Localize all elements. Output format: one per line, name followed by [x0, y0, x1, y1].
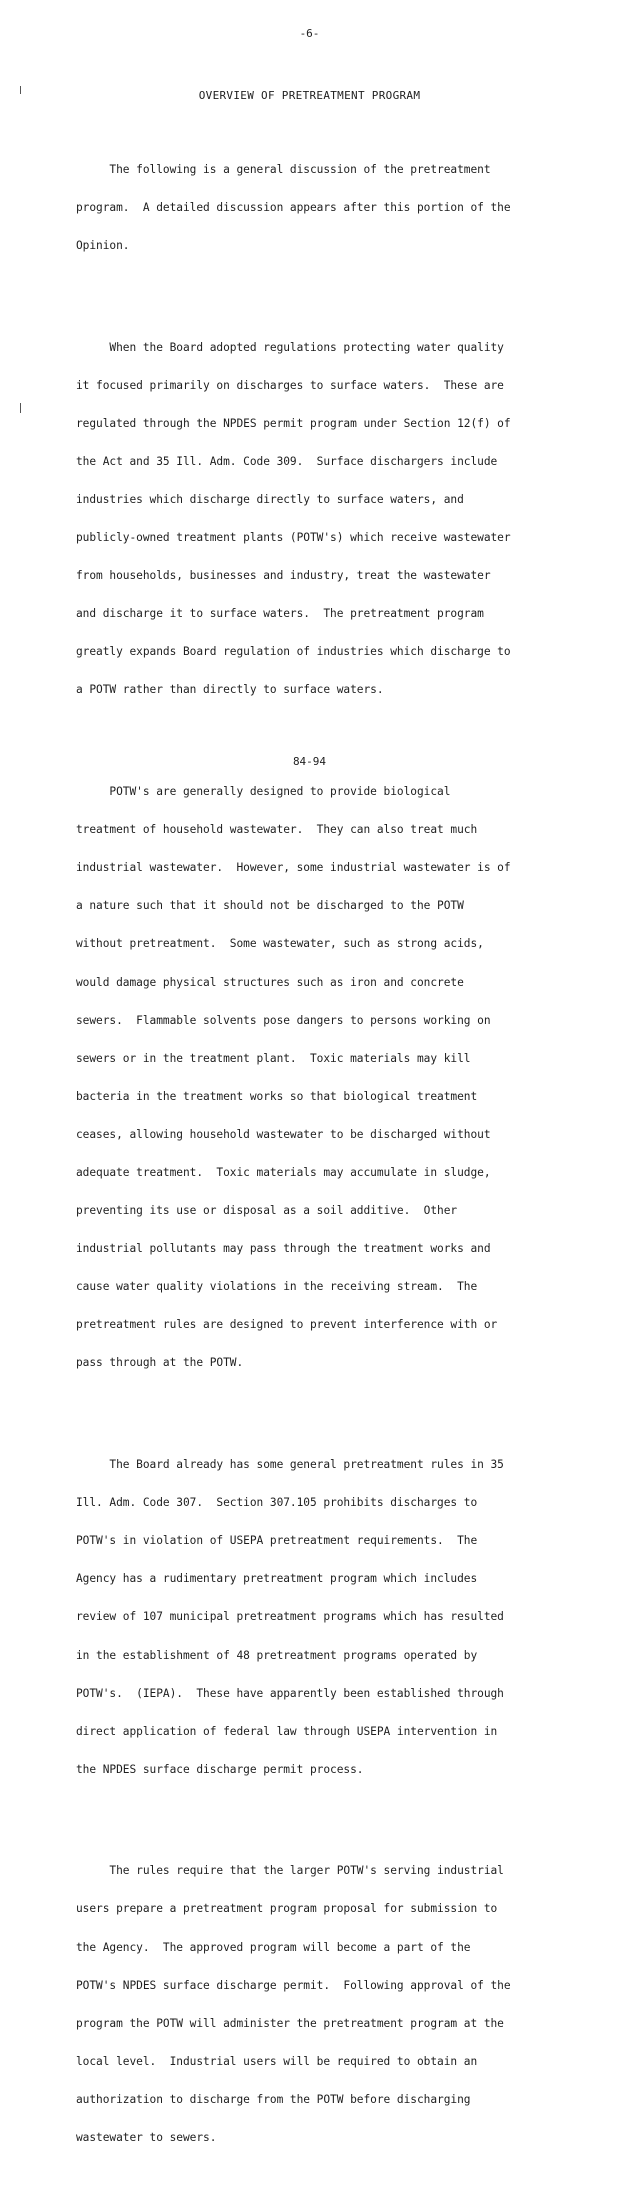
text-line: The following is a general discussion of the pretreatment [76, 162, 491, 176]
text-line: users prepare a pretreatment program proposal for submission to [76, 1902, 498, 1916]
text-line: When the Board adopted regulations protecting water quality [76, 340, 504, 354]
paragraph [76, 1434, 550, 1802]
text-line: The Board already has some general pretreatment rules in 35 [76, 1458, 504, 1472]
text-line: direct application of federal law through USEPA intervention in [76, 1724, 498, 1738]
text-line: sewers. Flammable solvents pose dangers to persons working on [76, 1013, 491, 1027]
text-line: POTW's. (IEPA). These have apparently been established through [76, 1686, 504, 1700]
text-line: without pretreatment. Some wastewater, such as strong acids, [76, 937, 484, 951]
body-text [76, 113, 550, 2208]
paragraph [76, 138, 550, 278]
text-line: program. A detailed discussion appears after this portion of the [76, 200, 511, 214]
text-line: review of 107 municipal pretreatment programs which has resulted [76, 1610, 504, 1624]
text-line: sewers or in the treatment plant. Toxic materials may kill [76, 1051, 471, 1065]
paragraph [76, 1840, 550, 2170]
text-line: industrial pollutants may pass through the treatment works and [76, 1242, 491, 1256]
text-line: local level. Industrial users will be required to obtain an [76, 2054, 478, 2068]
text-line: authorization to discharge from the POTW before discharging [76, 2092, 471, 2106]
text-line: it focused primarily on discharges to surface waters. These are [76, 378, 504, 392]
text-line: pass through at the POTW. [76, 1356, 244, 1370]
text-line: and discharge it to surface waters. The pretreatment program [76, 607, 484, 621]
page-number: -6- [299, 27, 320, 40]
text-line: the NPDES surface discharge permit process. [76, 1762, 364, 1776]
text-line: from households, businesses and industry, treat the wastewater [76, 569, 491, 583]
text-line: POTW's are generally designed to provide biological [76, 785, 451, 799]
text-line: would damage physical structures such as iron and concrete [76, 975, 464, 989]
text-line: adequate treatment. Toxic materials may accumulate in sludge, [76, 1165, 491, 1179]
text-line: pretreatment rules are designed to prevent interference with or [76, 1318, 498, 1332]
section-heading: OVERVIEW OF PRETREATMENT PROGRAM [198, 89, 421, 102]
text-line: a nature such that it should not be discharged to the POTW [76, 899, 464, 913]
text-line: treatment of household wastewater. They can also treat much [76, 823, 478, 837]
text-line: POTW's in violation of USEPA pretreatment requirements. The [76, 1534, 478, 1548]
paragraph [76, 761, 550, 1396]
text-line: ceases, allowing household wastewater to be discharged without [76, 1127, 491, 1141]
text-line: regulated through the NPDES permit program under Section 12(f) of [76, 416, 511, 430]
text-line: the Act and 35 Ill. Adm. Code 309. Surface dischargers include [76, 454, 498, 468]
text-line: POTW's NPDES surface discharge permit. Following approval of the [76, 1978, 511, 1992]
text-line: greatly expands Board regulation of industries which discharge to [76, 645, 511, 659]
text-line: program the POTW will administer the pretreatment program at the [76, 2016, 504, 2030]
paragraph [76, 316, 550, 722]
text-line: industrial wastewater. However, some industrial wastewater is of [76, 861, 511, 875]
text-line: bacteria in the treatment works so that biological treatment [76, 1089, 478, 1103]
scan-mark [20, 403, 21, 413]
text-line: The rules require that the larger POTW's serving industrial [76, 1864, 504, 1878]
text-line: preventing its use or disposal as a soil additive. Other [76, 1204, 458, 1218]
text-line: cause water quality violations in the receiving stream. The [76, 1280, 478, 1294]
text-line: the Agency. The approved program will become a part of the [76, 1940, 471, 1954]
text-line: publicly-owned treatment plants (POTW's) which receive wastewater [76, 531, 511, 545]
text-line: Agency has a rudimentary pretreatment program which includes [76, 1572, 478, 1586]
text-line: Opinion. [76, 239, 130, 252]
document-number: 84-94 [292, 755, 327, 768]
text-line: Ill. Adm. Code 307. Section 307.105 prohibits discharges to [76, 1496, 478, 1510]
text-line: a POTW rather than directly to surface waters. [76, 683, 384, 697]
text-line: industries which discharge directly to surface waters, and [76, 492, 464, 506]
text-line: in the establishment of 48 pretreatment programs operated by [76, 1648, 478, 1662]
text-line: wastewater to sewers. [76, 2131, 217, 2145]
